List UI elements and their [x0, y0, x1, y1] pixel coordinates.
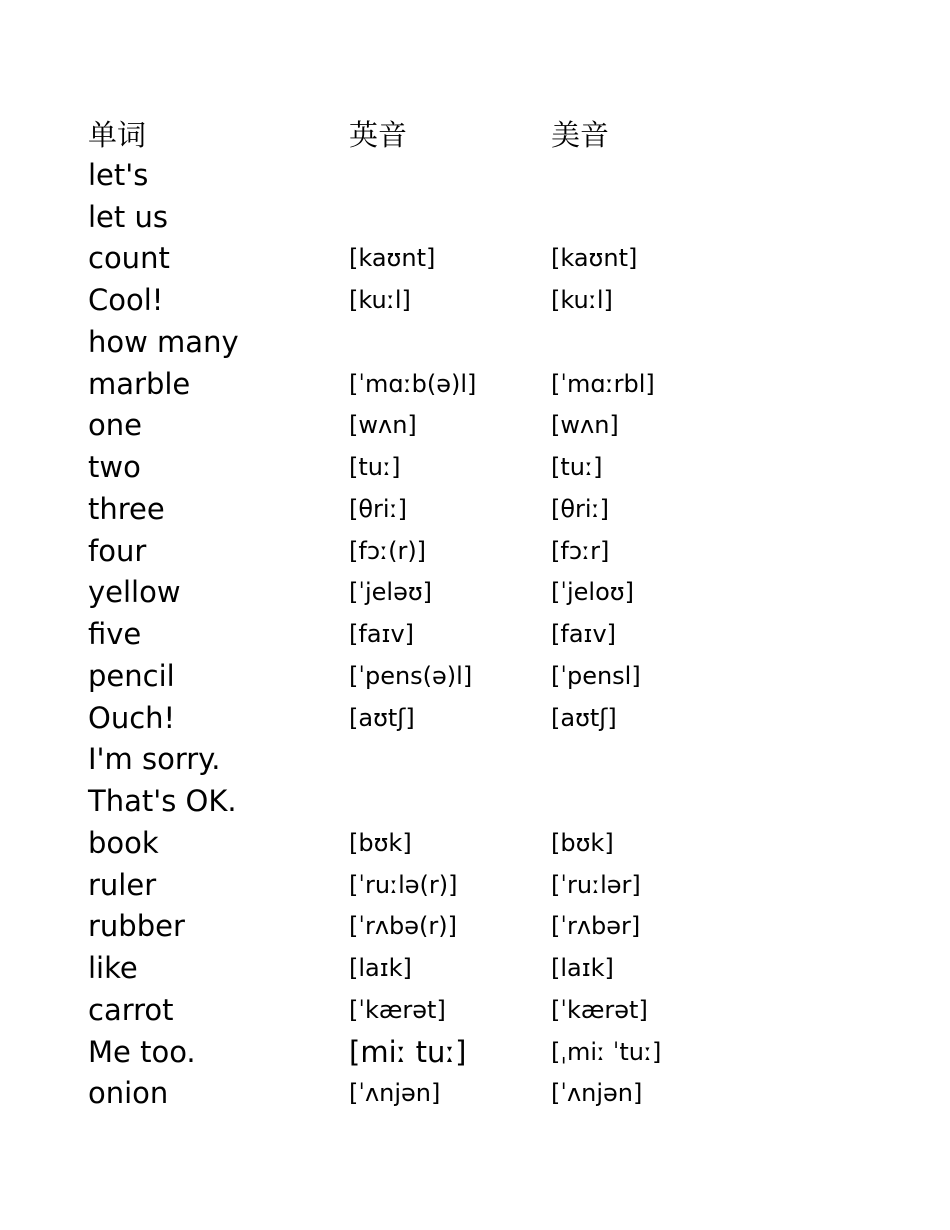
word-cell: onion: [88, 1076, 169, 1111]
us-phonetic-cell: [ˈmɑːrbl]: [551, 369, 655, 398]
uk-phonetic-cell: [ˈjeləʊ]: [349, 578, 433, 607]
word-cell: four: [88, 533, 147, 568]
uk-phonetic-cell: [ˈkærət]: [349, 995, 446, 1024]
uk-phonetic-cell: [tuː]: [349, 453, 401, 482]
word-cell: like: [88, 951, 138, 986]
table-row: [88, 238, 868, 280]
table-row: [88, 321, 868, 363]
word-cell: marble: [88, 366, 191, 401]
word-cell: Me too.: [88, 1034, 196, 1069]
word-cell: book: [88, 825, 159, 860]
us-phonetic-cell: [tuː]: [551, 453, 603, 482]
table-row: [88, 864, 868, 906]
word-cell: Cool!: [88, 283, 164, 318]
word-cell: let us: [88, 199, 168, 234]
table-row: [88, 697, 868, 739]
header-uk: 英音: [349, 117, 408, 152]
table-row: [88, 822, 868, 864]
table-row: [88, 989, 868, 1031]
word-cell: one: [88, 408, 142, 443]
uk-phonetic-cell: [faɪv]: [349, 620, 415, 649]
uk-phonetic-cell: [ˈmɑːb(ə)l]: [349, 369, 477, 398]
uk-phonetic-cell: [miː tuː]: [349, 1034, 467, 1069]
word-cell: That's OK.: [88, 784, 237, 819]
us-phonetic-cell: [ˈruːlər]: [551, 870, 641, 899]
table-row: [88, 1073, 868, 1115]
table-row: [88, 363, 868, 405]
word-cell: pencil: [88, 658, 175, 693]
table-row: [88, 530, 868, 572]
word-cell: ruler: [88, 867, 157, 902]
us-phonetic-cell: [wʌn]: [551, 411, 619, 440]
uk-phonetic-cell: [bʊk]: [349, 828, 412, 857]
table-row: [88, 405, 868, 447]
uk-phonetic-cell: [ˈpens(ə)l]: [349, 661, 473, 690]
word-cell: two: [88, 450, 141, 485]
table-row: [88, 196, 868, 238]
table-row: [88, 739, 868, 781]
table-row: [88, 780, 868, 822]
us-phonetic-cell: [faɪv]: [551, 620, 617, 649]
us-phonetic-cell: [ˈjeloʊ]: [551, 578, 634, 607]
table-row: [88, 613, 868, 655]
table-row: [88, 655, 868, 697]
word-cell: three: [88, 491, 165, 526]
word-cell: count: [88, 241, 170, 276]
table-row: [88, 488, 868, 530]
us-phonetic-cell: [aʊtʃ]: [551, 703, 617, 732]
word-cell: let's: [88, 157, 149, 192]
table-row: [88, 906, 868, 948]
us-phonetic-cell: [θriː]: [551, 494, 610, 523]
table-row: [88, 154, 868, 196]
us-phonetic-cell: [ˈpensl]: [551, 661, 641, 690]
uk-phonetic-cell: [aʊtʃ]: [349, 703, 415, 732]
uk-phonetic-cell: [ˈruːlə(r)]: [349, 870, 458, 899]
word-cell: Ouch!: [88, 700, 176, 735]
uk-phonetic-cell: [θriː]: [349, 494, 408, 523]
table-row: [88, 572, 868, 614]
word-cell: how many: [88, 324, 239, 359]
us-phonetic-cell: [kaʊnt]: [551, 244, 638, 273]
uk-phonetic-cell: [fɔː(r)]: [349, 536, 427, 565]
word-cell: five: [88, 617, 142, 652]
uk-phonetic-cell: [ˈrʌbə(r)]: [349, 912, 457, 941]
table-header: [88, 112, 868, 154]
table-row: [88, 1031, 868, 1073]
header-us: 美音: [551, 117, 610, 152]
table-row: [88, 446, 868, 488]
us-phonetic-cell: [kuːl]: [551, 286, 613, 315]
uk-phonetic-cell: [laɪk]: [349, 954, 412, 983]
vocabulary-table: [88, 112, 868, 1114]
uk-phonetic-cell: [kuːl]: [349, 286, 411, 315]
us-phonetic-cell: [ˌmiː ˈtuː]: [551, 1037, 662, 1066]
us-phonetic-cell: [laɪk]: [551, 954, 614, 983]
us-phonetic-cell: [ˈʌnjən]: [551, 1079, 643, 1108]
uk-phonetic-cell: [kaʊnt]: [349, 244, 436, 273]
us-phonetic-cell: [fɔːr]: [551, 536, 610, 565]
table-row: [88, 279, 868, 321]
uk-phonetic-cell: [ˈʌnjən]: [349, 1079, 441, 1108]
table-row: [88, 947, 868, 989]
word-cell: I'm sorry.: [88, 742, 221, 777]
word-cell: yellow: [88, 575, 181, 610]
uk-phonetic-cell: [wʌn]: [349, 411, 417, 440]
word-cell: carrot: [88, 992, 174, 1027]
header-word: 单词: [88, 117, 147, 152]
us-phonetic-cell: [ˈkærət]: [551, 995, 648, 1024]
us-phonetic-cell: [ˈrʌbər]: [551, 912, 641, 941]
us-phonetic-cell: [bʊk]: [551, 828, 614, 857]
word-cell: rubber: [88, 909, 185, 944]
